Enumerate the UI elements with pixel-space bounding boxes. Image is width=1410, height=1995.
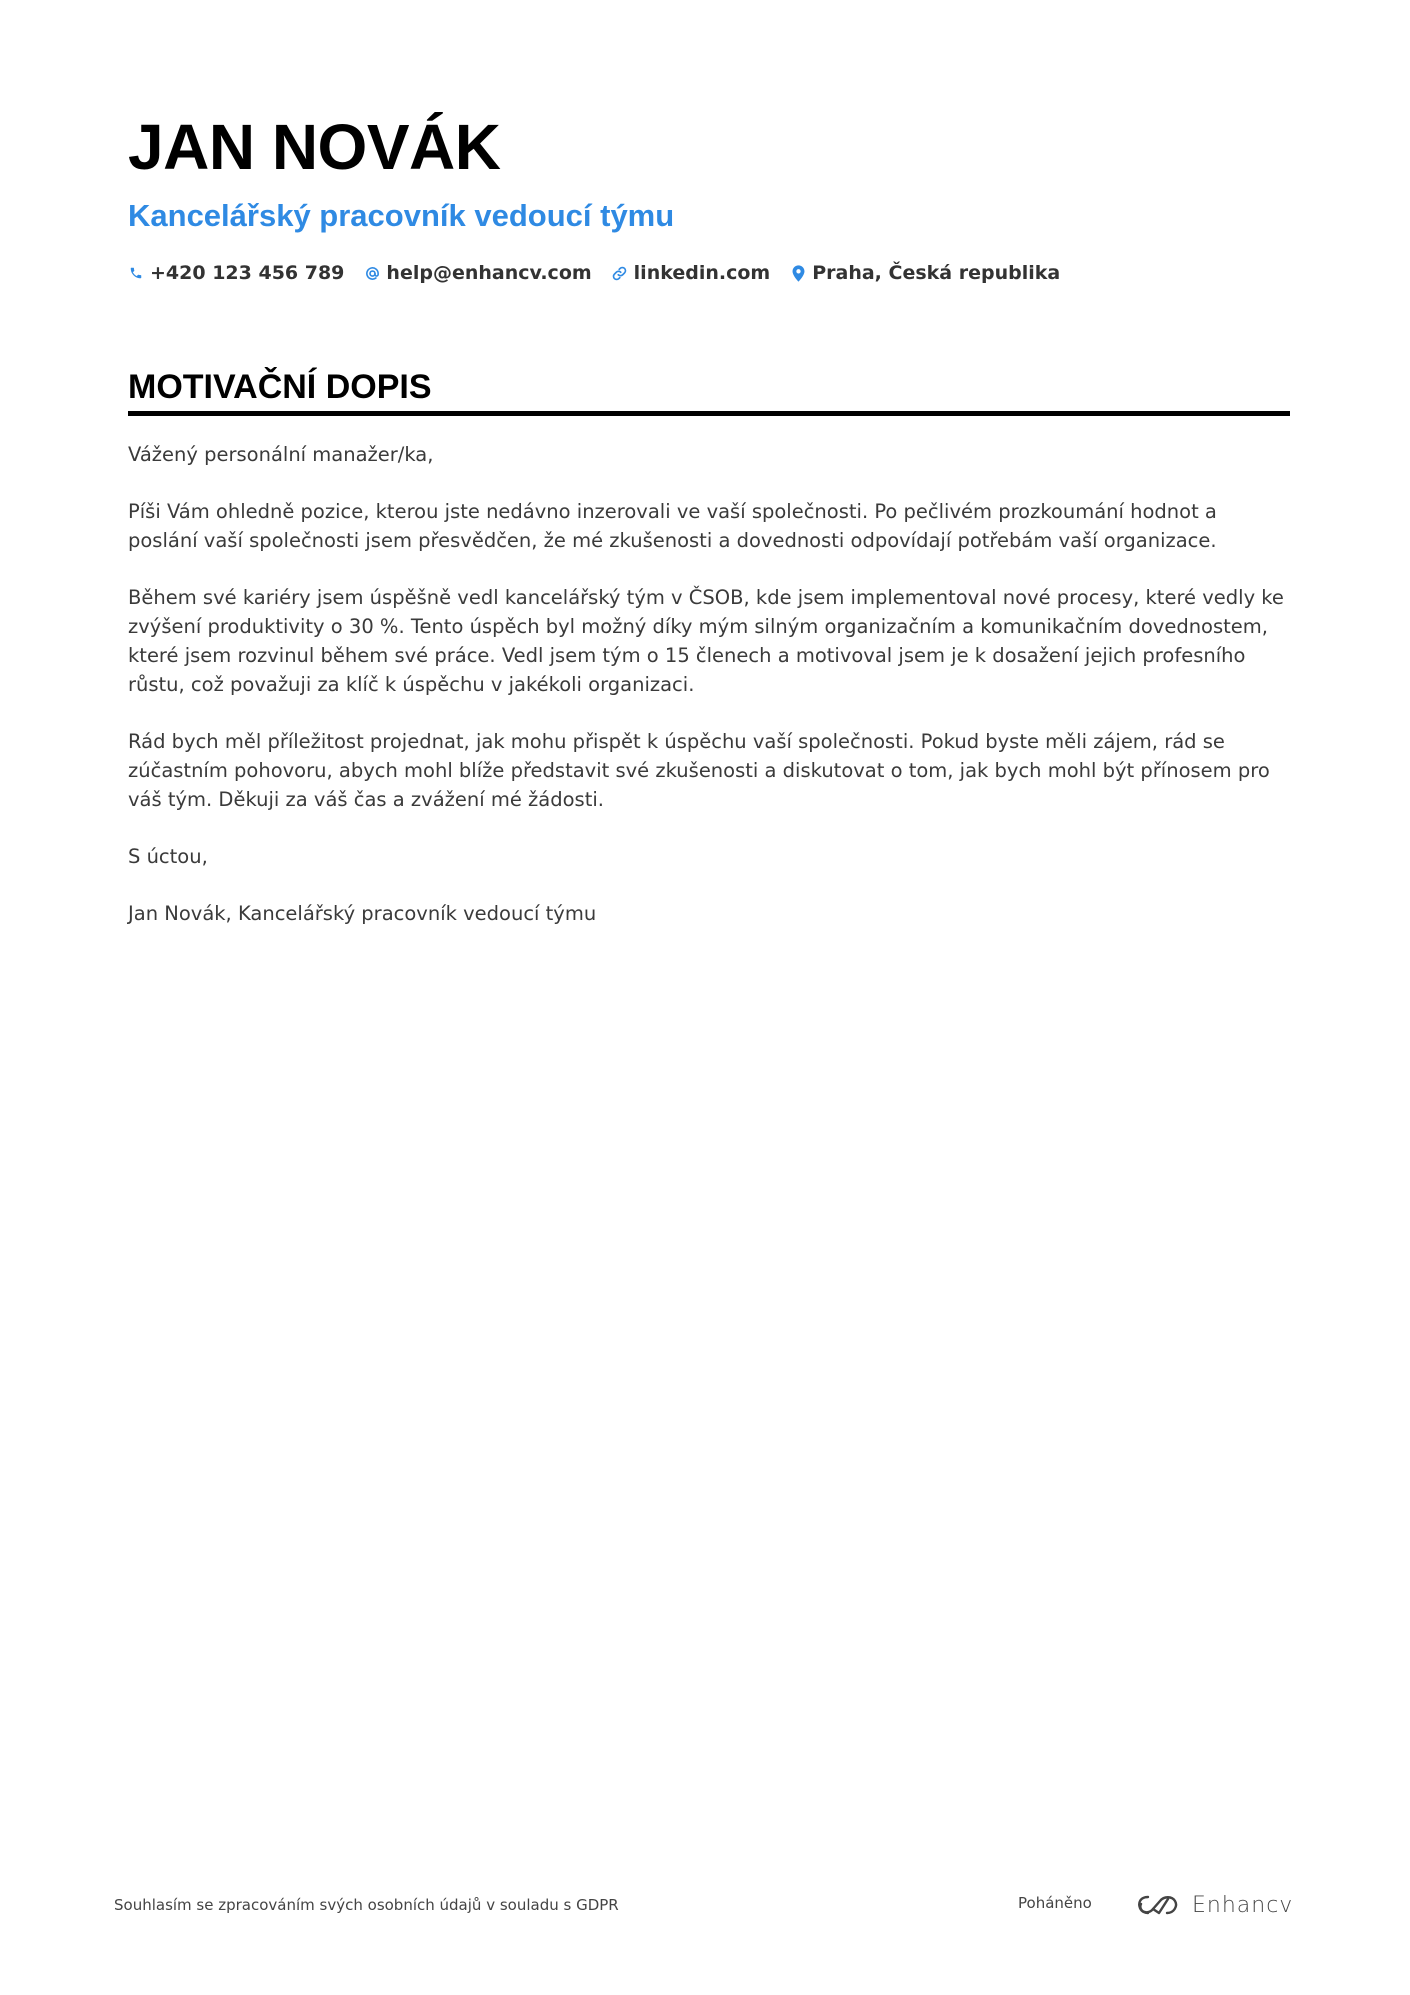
contact-email[interactable] (364, 262, 591, 284)
at-icon (364, 264, 380, 282)
section-title: MOTIVAČNÍ DOPIS (128, 368, 432, 406)
contact-linkedin[interactable] (612, 262, 771, 284)
contact-phone[interactable] (128, 262, 344, 284)
enhancv-brand-link[interactable] (1136, 1888, 1293, 1922)
contact-bar (128, 258, 1290, 288)
email-address: help@enhancv.com (386, 262, 592, 284)
brand-name: Enhancv (1192, 1892, 1294, 1918)
letter-paragraph: Během své kariéry jsem úspěšně vedl kancelářský tým v ČSOB, kde jsem implementoval nové procesy, které vedly ke zvýšení produktivity o 30 %. Tento úspěch byl možný díky mým silným organizačním a komunikačním dovednostem, které jsem rozvinul během své práce. Vedl jsem tým o 15 členech a motivoval jsem je k dosažení jejich profesního růstu, což považuji za klíč k úspěchu v jakékoli organizaci. (128, 586, 1284, 696)
letter-closing: S úctou, (128, 845, 208, 868)
footer (114, 1888, 1294, 1922)
link-icon (612, 264, 628, 282)
phone-number: +420 123 456 789 (150, 262, 345, 284)
letter-body (128, 440, 1290, 956)
letter-paragraph: Píši Vám ohledně pozice, kterou jste nedávno inzerovali ve vaší společnosti. Po pečlivém prozkoumání hodnot a poslání vaší společnosti jsem přesvědčen, že mé zkušenosti a dovednosti odpovídají potřebám vaší organizace. (128, 500, 1217, 552)
linkedin-url: linkedin.com (633, 262, 771, 284)
section-heading (128, 366, 1290, 416)
letter-greeting: Vážený personální manažer/ka, (128, 443, 434, 466)
contact-location (790, 262, 1060, 284)
gdpr-consent-text: Souhlasím se zpracováním svých osobních údajů v souladu s GDPR (114, 1896, 619, 1914)
powered-by-label: Poháněno (1018, 1894, 1092, 1912)
job-title: Kancelářský pracovník vedoucí týmu (128, 198, 675, 233)
letter-paragraph: Rád bych měl příležitost projednat, jak mohu přispět k úspěchu vaší společnosti. Pokud byste měli zájem, rád se zúčastním pohovoru, abych mohl blíže představit své zkušenosti a diskutovat o tom, jak bych mohl být přínosem pro váš tým. Děkuji za váš čas a zvážení mé žádosti. (128, 730, 1270, 811)
section-divider (128, 411, 1290, 416)
phone-icon (128, 264, 144, 282)
map-pin-icon (790, 264, 806, 282)
header (128, 108, 1290, 288)
location-text: Praha, Česká republika (812, 262, 1061, 284)
enhancv-logo-icon (1136, 1893, 1182, 1917)
applicant-name: JAN NOVÁK (128, 111, 501, 183)
letter-signature: Jan Novák, Kancelářský pracovník vedoucí týmu (128, 902, 597, 925)
